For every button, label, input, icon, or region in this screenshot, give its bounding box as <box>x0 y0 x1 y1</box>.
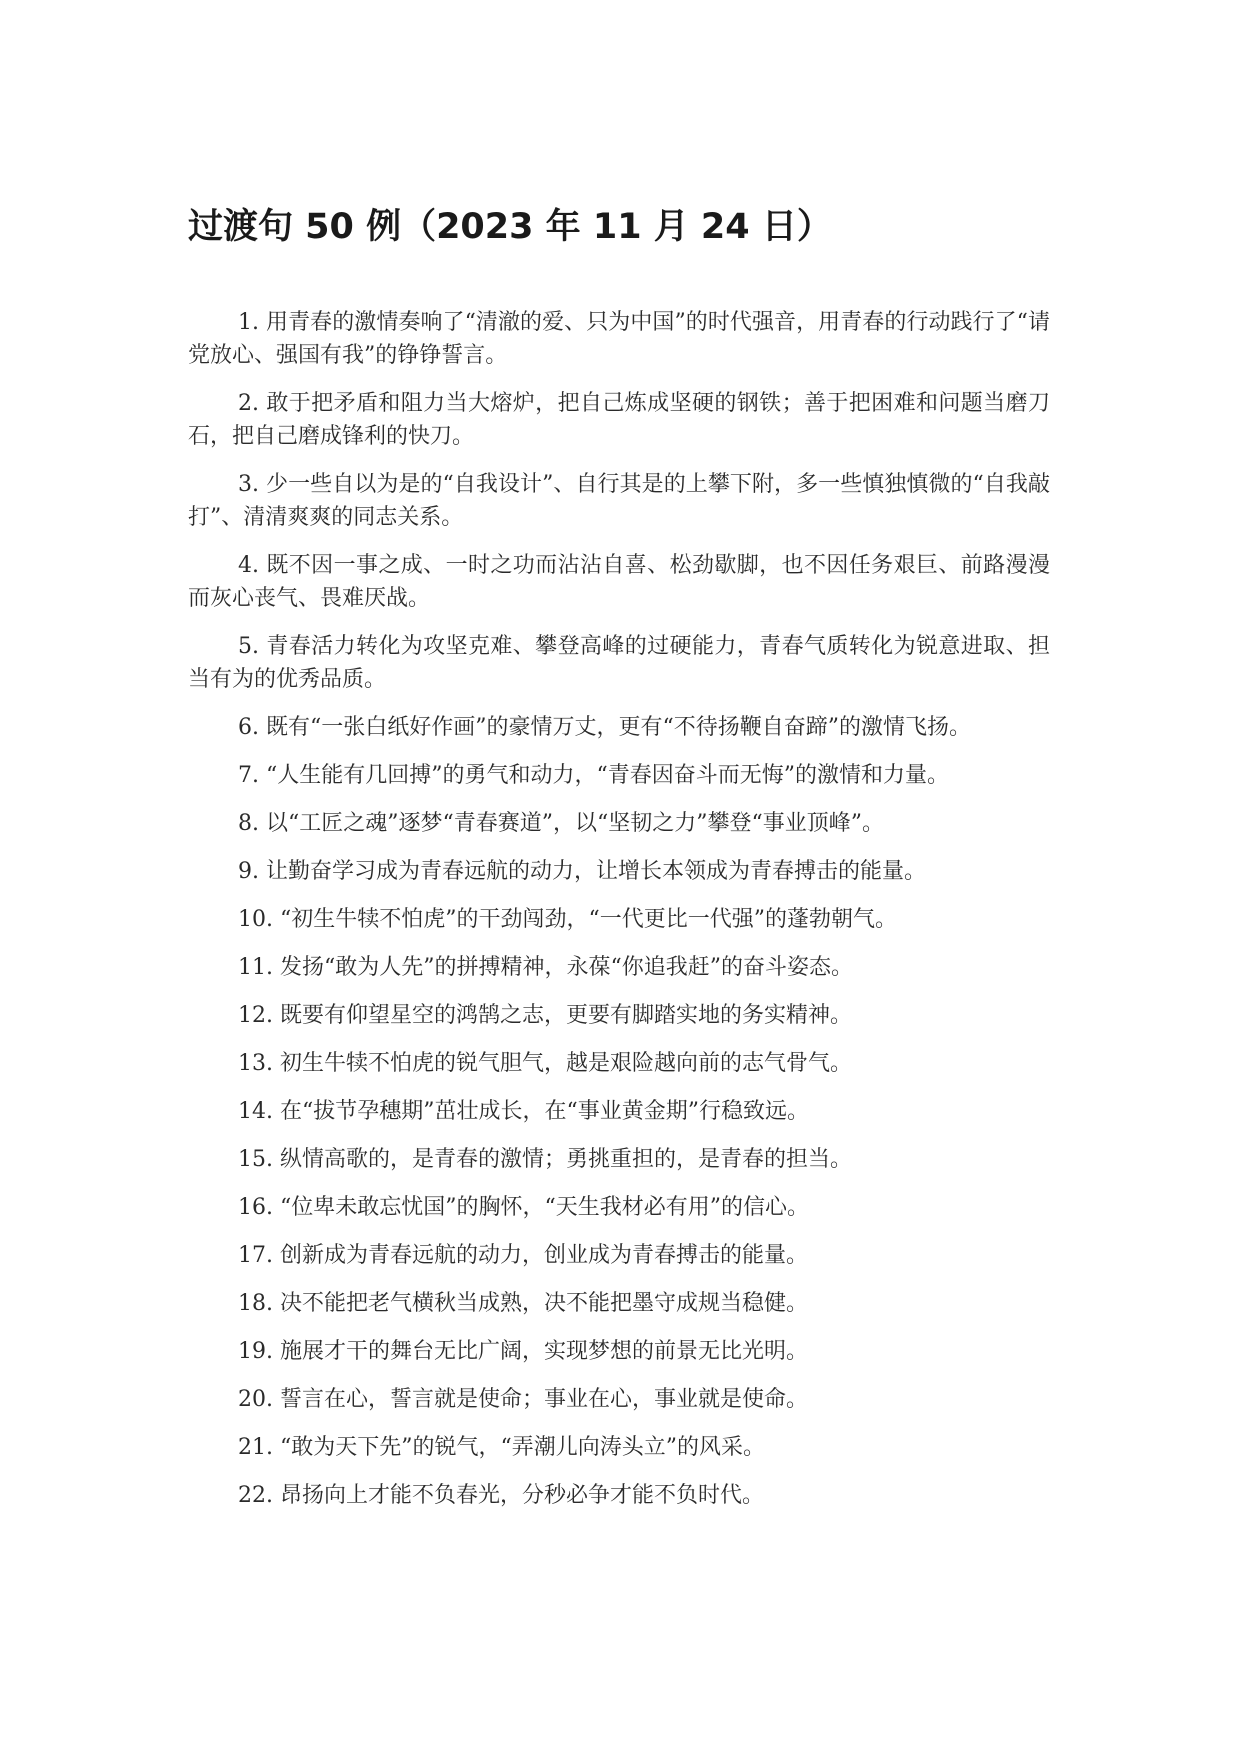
list-item: 4. 既不因一事之成、一时之功而沾沾自喜、松劲歇脚，也不因任务艰巨、前路漫漫而灰心丧气、畏难厌战。 <box>188 553 1050 611</box>
list-item: 10. “初生牛犊不怕虎”的干劲闯劲，“一代更比一代强”的蓬勃朝气。 <box>238 907 897 932</box>
list-item: 15. 纵情高歌的，是青春的激情；勇挑重担的，是青春的担当。 <box>238 1147 852 1172</box>
list-item: 20. 誓言在心，誓言就是使命；事业在心，事业就是使命。 <box>238 1387 808 1412</box>
list-item: 3. 少一些自以为是的“自我设计”、自行其是的上攀下附，多一些慎独慎微的“自我敲打”、清清爽爽的同志关系。 <box>188 472 1050 530</box>
list-item: 12. 既要有仰望星空的鸿鹄之志，更要有脚踏实地的务实精神。 <box>238 1003 852 1028</box>
list-item: 19. 施展才干的舞台无比广阔，实现梦想的前景无比光明。 <box>238 1339 808 1364</box>
list-item: 14. 在“拔节孕穗期”茁壮成长，在“事业黄金期”行稳致远。 <box>238 1099 809 1124</box>
sentence-list <box>188 306 1050 1527</box>
list-item: 8. 以“工匠之魂”逐梦“青春赛道”，以“坚韧之力”攀登“事业顶峰”。 <box>238 811 884 836</box>
list-item: 22. 昂扬向上才能不负春光，分秒必争才能不负时代。 <box>238 1483 764 1508</box>
list-item: 16. “位卑未敢忘忧国”的胸怀，“天生我材必有用”的信心。 <box>238 1195 809 1220</box>
list-item: 1. 用青春的激情奏响了“清澈的爱、只为中国”的时代强音，用青春的行动践行了“请党放心、强国有我”的铮铮誓言。 <box>188 310 1050 368</box>
list-item: 11. 发扬“敢为人先”的拼搏精神，永葆“你追我赶”的奋斗姿态。 <box>238 955 853 980</box>
list-item: 7. “人生能有几回搏”的勇气和动力，“青春因奋斗而无悔”的激情和力量。 <box>238 763 949 788</box>
list-item: 5. 青春活力转化为攻坚克难、攀登高峰的过硬能力，青春气质转化为锐意进取、担当有为的优秀品质。 <box>188 634 1050 692</box>
list-item: 17. 创新成为青春远航的动力，创业成为青春搏击的能量。 <box>238 1243 808 1268</box>
list-item: 6. 既有“一张白纸好作画”的豪情万丈，更有“不待扬鞭自奋蹄”的激情飞扬。 <box>238 715 971 740</box>
list-item: 18. 决不能把老气横秋当成熟，决不能把墨守成规当稳健。 <box>238 1291 808 1316</box>
list-item: 2. 敢于把矛盾和阻力当大熔炉，把自己炼成坚硬的钢铁；善于把困难和问题当磨刀石，把自己磨成锋利的快刀。 <box>188 391 1050 449</box>
list-item: 21. “敢为天下先”的锐气，“弄潮儿向涛头立”的风采。 <box>238 1435 765 1460</box>
list-item: 9. 让勤奋学习成为青春远航的动力，让增长本领成为青春搏击的能量。 <box>238 859 926 884</box>
document-title: 过渡句 50 例（2023 年 11 月 24 日） <box>188 207 832 247</box>
list-item: 13. 初生牛犊不怕虎的锐气胆气，越是艰险越向前的志气骨气。 <box>238 1051 852 1076</box>
